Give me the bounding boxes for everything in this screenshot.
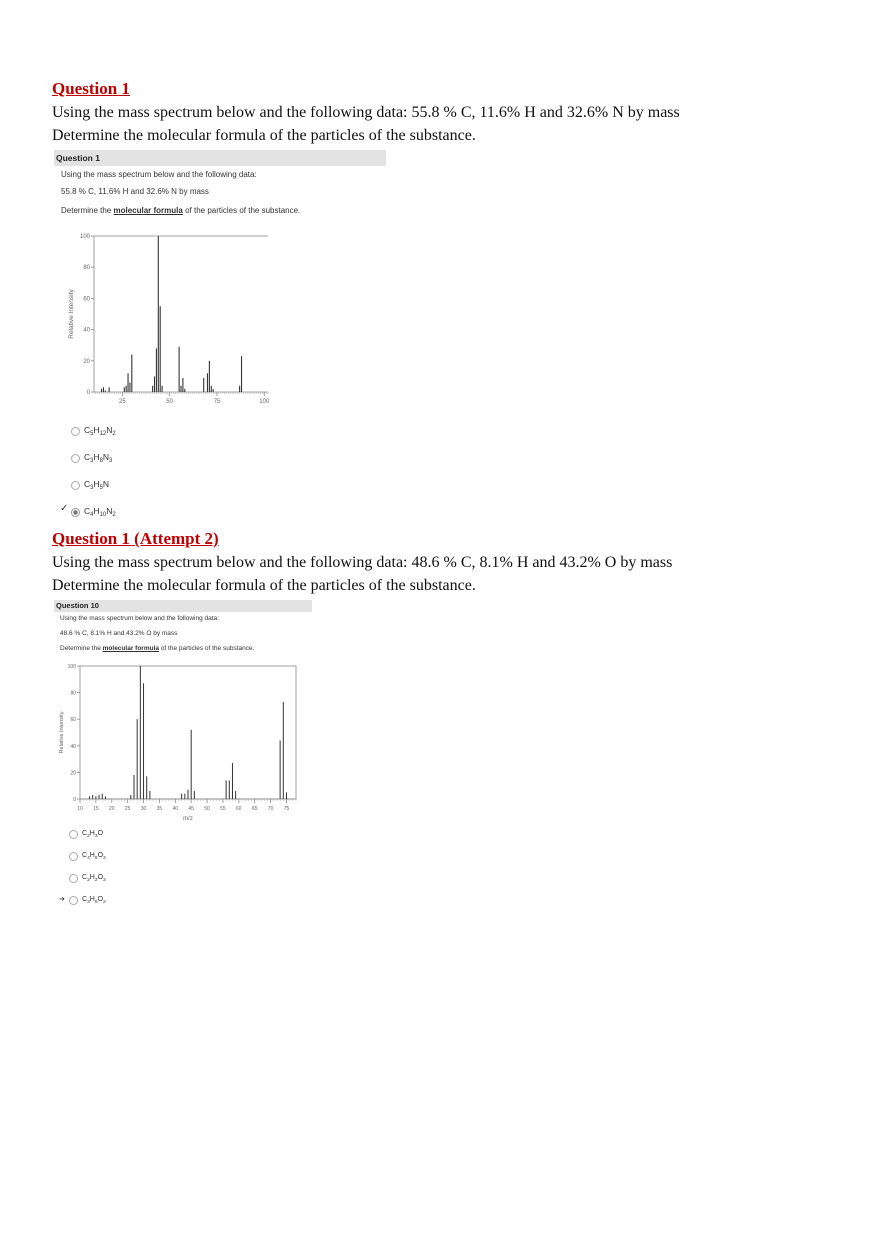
y-tick-label: 0	[86, 390, 90, 396]
radio-button[interactable]	[71, 427, 80, 436]
x-tick-label: 75	[213, 399, 221, 405]
answer-option[interactable]	[69, 874, 106, 883]
x-tick-label: 60	[236, 806, 242, 812]
formula-label: $C_3H_6O_2$	[82, 896, 106, 905]
y-tick-label: 100	[79, 234, 90, 240]
mass-spectrum-chart	[54, 658, 304, 828]
embedded-screenshot-q1	[54, 150, 386, 520]
formula-label: $C_3H_8N_3$	[84, 452, 113, 464]
y-tick-label: 60	[83, 296, 90, 303]
x-tick-label: 55	[220, 806, 226, 812]
question-text-line1: Using the mass spectrum below and the following data: 55.8 % C, 11.6% H and 32.6% N by mass	[52, 104, 680, 121]
answer-option[interactable]	[71, 479, 109, 491]
y-tick-label: 40	[70, 743, 76, 750]
mass-spectrum-chart	[54, 222, 284, 412]
question-number-bar: Question 1	[54, 150, 386, 166]
embedded-screenshot-q2	[54, 600, 314, 910]
x-tick-label: 75	[283, 806, 290, 812]
determine-pre: Determine the	[60, 645, 101, 652]
answer-arrow-icon: ➔	[59, 896, 65, 903]
determine-post: of the particles of the substance.	[185, 206, 301, 215]
x-tick-label: 10	[77, 806, 83, 812]
x-tick-label: 65	[251, 806, 258, 812]
x-tick-label: 20	[108, 806, 115, 812]
y-tick-label: 100	[67, 664, 76, 670]
answer-option[interactable]	[71, 452, 112, 464]
answer-option[interactable]	[69, 852, 106, 861]
y-tick-label: 60	[70, 717, 76, 724]
determine-post: of the particles of the substance.	[160, 645, 255, 652]
x-tick-label: 100	[259, 399, 270, 405]
radio-button[interactable]	[71, 454, 80, 463]
x-tick-label: 15	[93, 806, 99, 812]
y-tick-label: 80	[70, 690, 76, 697]
formula-label: $C_4H_6O_3$	[82, 852, 106, 861]
answer-option[interactable]	[69, 896, 106, 905]
radio-button[interactable]	[69, 896, 78, 905]
question2-text-line2: Determine the molecular formula of the particles of the substance.	[52, 577, 476, 594]
radio-button[interactable]	[71, 481, 80, 490]
radio-button[interactable]	[69, 874, 78, 883]
y-tick-label: 80	[83, 265, 90, 272]
x-tick-label: 70	[267, 806, 274, 812]
spectrum-intro: Using the mass spectrum below and the following data:	[61, 170, 257, 179]
x-tick-label: 25	[119, 399, 126, 405]
determine-pre: Determine the	[61, 206, 112, 215]
radio-button[interactable]	[69, 830, 78, 839]
molecular-formula-link[interactable]: molecular formula	[113, 206, 183, 215]
y-tick-label: 0	[73, 797, 76, 803]
question-text-line2: Determine the molecular formula of the particles of the substance.	[52, 127, 476, 144]
y-tick-label: 40	[83, 327, 90, 334]
x-tick-label: 25	[124, 806, 131, 812]
question-number-bar: Question 10	[54, 600, 312, 612]
correct-check-icon: ✓	[60, 503, 69, 514]
x-tick-label: 30	[140, 806, 147, 812]
formula-label: $C_4H_{10}N_2$	[84, 506, 116, 518]
x-tick-label: 40	[172, 806, 179, 812]
y-axis-label: Relative Intensity	[68, 289, 75, 339]
composition-data: 55.8 % C, 11.6% H and 32.6% N by mass	[61, 187, 209, 196]
answer-option[interactable]	[71, 506, 116, 518]
x-tick-label: 50	[166, 399, 173, 405]
x-tick-label: 35	[156, 806, 163, 812]
formula-label: $C_5H_{12}N_2$	[84, 425, 116, 437]
composition-data: 48.6 % C, 8.1% H and 43.2% O by mass	[60, 630, 178, 637]
x-tick-label: 45	[188, 806, 194, 812]
answer-option[interactable]	[71, 425, 116, 437]
formula-label: $C_2H_3O$	[82, 830, 104, 839]
question2-text-line1: Using the mass spectrum below and the following data: 48.6 % C, 8.1% H and 43.2% O by mass	[52, 554, 673, 571]
radio-button[interactable]	[69, 852, 78, 861]
question-heading-attempt2: Question 1 (Attempt 2)	[52, 529, 219, 548]
molecular-formula-link[interactable]: molecular formula	[102, 645, 159, 652]
determine-instruction	[61, 206, 300, 215]
determine-instruction	[60, 645, 254, 652]
y-tick-label: 20	[70, 770, 76, 777]
x-tick-label: 50	[204, 806, 210, 812]
spectrum-intro: Using the mass spectrum below and the following data:	[60, 615, 219, 622]
y-tick-label: 20	[83, 358, 90, 365]
y-axis-label: Relative Intensity	[59, 711, 65, 754]
radio-button[interactable]	[71, 508, 80, 517]
x-axis-label: m/z	[183, 816, 193, 822]
question-heading: Question 1	[52, 79, 130, 98]
formula-label: $C_2H_2O_3$	[82, 874, 106, 883]
answer-option[interactable]	[69, 830, 103, 839]
formula-label: $C_3H_5N$	[84, 479, 110, 491]
plot-frame	[80, 666, 296, 799]
